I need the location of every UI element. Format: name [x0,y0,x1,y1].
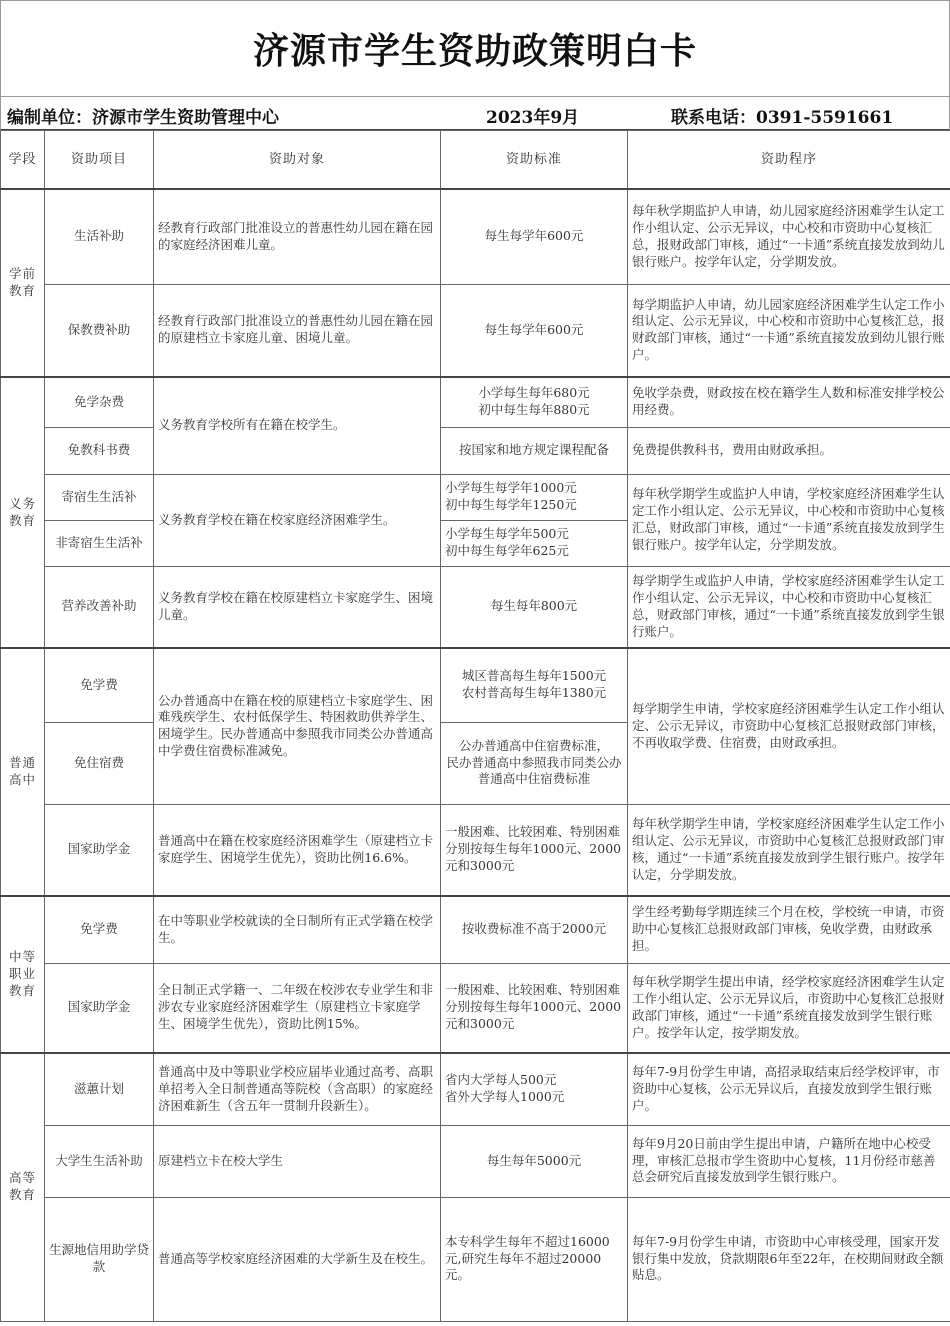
org-label: 编制单位：济源市学生资助管理中心 [7,108,279,128]
table-row [1,648,950,722]
phone-label: 联系电话：0391-5591661 [671,108,894,128]
target-cell: 义务教育学校在籍在校原建档立卡家庭学生、困境儿童。 [154,566,441,648]
table-row [1,284,950,377]
header-procedure: 资助程序 [628,131,950,190]
table-header-row [1,131,950,190]
standard-cell: 一般困难、比较困难、特别困难分别按每生每年1000元、2000元和3000元 [441,804,628,896]
standard-cell: 按收费标准不高于2000元 [441,896,628,963]
standard-cell: 小学每生每学年1000元 初中每生每学年1250元 [441,474,628,520]
target-cell: 普通高中在籍在校家庭经济困难学生（原建档立卡家庭学生、困境学生优先），资助比例16.6%。 [154,804,441,896]
project-cell: 非寄宿生生活补 [45,520,154,566]
project-cell: 国家助学金 [45,963,154,1053]
table-row [1,896,950,963]
project-cell: 国家助学金 [45,804,154,896]
target-cell: 原建档立卡在校大学生 [154,1125,441,1197]
header-stage: 学段 [1,131,45,190]
standard-cell: 按国家和地方规定课程配备 [441,427,628,474]
standard-cell: 每生每年5000元 [441,1125,628,1197]
project-cell: 免教科书费 [45,427,154,474]
procedure-cell: 每年7-9月份学生申请，市资助中心审核受理，国家开发银行集中发放，贷款期限6年至22年，在校期间财政全额贴息。 [628,1197,950,1321]
page-title: 济源市学生资助政策明白卡 [0,0,950,96]
stage-compulsory: 义务教育 [1,377,45,648]
target-cell: 义务教育学校在籍在校家庭经济困难学生。 [154,474,441,566]
target-cell: 义务教育学校所有在籍在校学生。 [154,377,441,474]
procedure-cell: 免费提供教科书，费用由财政承担。 [628,427,950,474]
target-cell: 经教育行政部门批准设立的普惠性幼儿园在籍在园的家庭经济困难儿童。 [154,189,441,284]
table-row [1,804,950,896]
project-cell: 营养改善补助 [45,566,154,648]
standard-cell: 一般困难、比较困难、特别困难分别按每生每年1000元、2000元和3000元 [441,963,628,1053]
target-cell: 经教育行政部门批准设立的普惠性幼儿园在籍在园的原建档立卡家庭儿童、困境儿童。 [154,284,441,377]
procedure-cell: 每年9月20日前由学生提出申请，户籍所在地中心校受理，审核汇总报市学生资助中心复核，11月份经市慈善总会研究后直接发放到学生银行账户。 [628,1125,950,1197]
target-cell: 普通高中及中等职业学校应届毕业通过高考、高职单招考入全日制普通高等院校（含高职）的家庭经济困难新生（含五年一贯制升段新生）。 [154,1053,441,1125]
project-cell: 免住宿费 [45,722,154,804]
target-cell: 全日制正式学籍一、二年级在校涉农专业学生和非涉农专业家庭经济困难学生（原建档立卡家庭学生、困境学生优先），资助比例15%。 [154,963,441,1053]
stage-highschool: 普通高中 [1,648,45,896]
table-row [1,189,950,284]
stage-vocational: 中等职业教育 [1,896,45,1053]
table-row [1,427,950,474]
standard-cell: 公办普通高中住宿费标准， 民办普通高中参照我市同类公办普通高中住宿费标准 [441,722,628,804]
date-label: 2023年9月 [486,108,580,128]
standard-cell: 省内大学每人500元 省外大学每人1000元 [441,1053,628,1125]
procedure-cell: 每学期学生申请，学校家庭经济困难学生认定工作小组认定、公示无异议，市资助中心复核汇总报财政部门审核，不再收取学费、住宿费，由财政承担。 [628,648,950,804]
procedure-cell: 每年秋学期学生或监护人申请，学校家庭经济困难学生认定工作小组认定、公示无异议，中心校和市资助中心复核汇总，财政部门审核，通过“一卡通”系统直接发放到学生银行账户。按学年认定，分学期发放。 [628,474,950,566]
target-cell: 公办普通高中在籍在校的原建档立卡家庭学生、困难残疾学生、农村低保学生、特困救助供养学生、困境学生。民办普通高中参照我市同类公办普通高中学费住宿费标准减免。 [154,648,441,804]
project-cell: 免学费 [45,896,154,963]
procedure-cell: 每学期学生或监护人申请，学校家庭经济困难学生认定工作小组认定、公示无异议，中心校和市资助中心复核汇总，财政部门审核，通过“一卡通”系统直接发放到学生银行账户。 [628,566,950,648]
table-row [1,566,950,648]
table-row [1,1197,950,1321]
standard-cell: 每生每学年600元 [441,284,628,377]
standard-cell: 小学每生每年680元 初中每生每年880元 [441,377,628,427]
stage-higher: 高等教育 [1,1053,45,1321]
stage-preschool: 学前教育 [1,189,45,377]
info-bar [0,96,950,131]
table-row [1,474,950,520]
procedure-cell: 每年秋学期监护人申请，幼儿园家庭经济困难学生认定工作小组认定、公示无异议，中心校和市资助中心复核汇总，报财政部门审核，通过“一卡通”系统直接发放到幼儿银行账户。按学年认定，分学期发放。 [628,189,950,284]
table-row [1,1053,950,1125]
header-standard: 资助标准 [441,131,628,190]
project-cell: 大学生生活补助 [45,1125,154,1197]
procedure-cell: 免收学杂费，财政按在校在籍学生人数和标准安排学校公用经费。 [628,377,950,427]
project-cell: 寄宿生生活补 [45,474,154,520]
target-cell: 在中等职业学校就读的全日制所有正式学籍在校学生。 [154,896,441,963]
project-cell: 保教费补助 [45,284,154,377]
target-cell: 普通高等学校家庭经济困难的大学新生及在校生。 [154,1197,441,1321]
standard-cell: 每生每学年600元 [441,189,628,284]
project-cell: 生源地信用助学贷款 [45,1197,154,1321]
procedure-cell: 每年秋学期学生申请，学校家庭经济困难学生认定工作小组认定、公示无异议，市资助中心复核汇总报财政部门审核，通过“一卡通”系统直接发放到学生银行账户。按学年认定，分学期发放。 [628,804,950,896]
policy-table [0,130,950,1322]
procedure-cell: 每学期监护人申请，幼儿园家庭经济困难学生认定工作小组认定、公示无异议，中心校和市资助中心复核汇总，报财政部门审核，通过“一卡通”系统直接发放到幼儿银行账户。 [628,284,950,377]
procedure-cell: 学生经考勤每学期连续三个月在校，学校统一申请，市资助中心复核汇总报财政部门审核，免收学费，由财政承担。 [628,896,950,963]
project-cell: 免学费 [45,648,154,722]
header-project: 资助项目 [45,131,154,190]
project-cell: 免学杂费 [45,377,154,427]
procedure-cell: 每年7-9月份学生申请，高招录取结束后经学校评审，市资助中心复核，公示无异议后，直接发放到学生银行账户。 [628,1053,950,1125]
standard-cell: 本专科学生每年不超过16000元,研究生每年不超过20000元。 [441,1197,628,1321]
project-cell: 生活补助 [45,189,154,284]
table-row [1,963,950,1053]
table-row [1,1125,950,1197]
procedure-cell: 每年秋学期学生提出申请，经学校家庭经济困难学生认定工作小组认定、公示无异议后，市资助中心复核汇总报财政部门审核，通过“一卡通”系统直接发放到学生银行账户。按学年认定，按学期发放。 [628,963,950,1053]
standard-cell: 每生每年800元 [441,566,628,648]
standard-cell: 小学每生每学年500元 初中每生每学年625元 [441,520,628,566]
standard-cell: 城区普高每生每年1500元 农村普高每生每年1380元 [441,648,628,722]
table-row [1,377,950,427]
header-target: 资助对象 [154,131,441,190]
project-cell: 滋蕙计划 [45,1053,154,1125]
